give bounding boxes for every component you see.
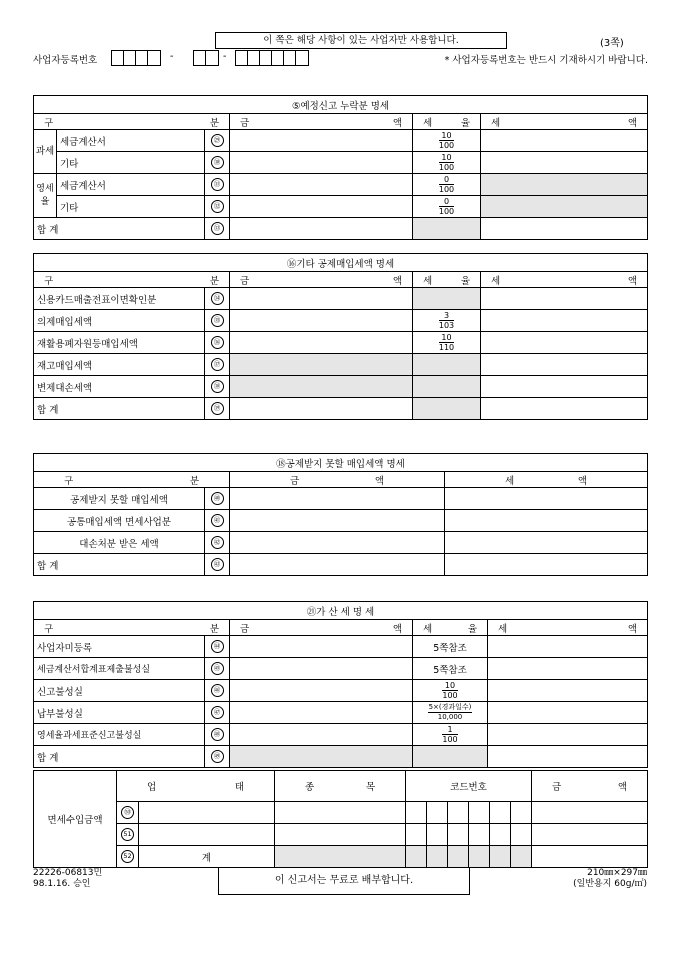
biz-reg-row [33, 50, 648, 68]
business-type-cell[interactable] [139, 824, 275, 846]
tax-cell[interactable] [481, 288, 648, 310]
row-number: ㉙ [211, 134, 224, 147]
form-code [33, 868, 102, 890]
amount-cell[interactable] [532, 802, 648, 824]
taxfree-income-table: 면세수입금액 업 태 종 목 코드번호 금 액 ㊿ 51 52 계 [33, 770, 648, 868]
row-label: 사업자미등록 [34, 636, 205, 658]
row-number: ㊵ [211, 492, 224, 505]
row-number: ㊸ [211, 558, 224, 571]
row-number: ㊻ [211, 684, 224, 697]
amount-cell[interactable] [230, 398, 413, 420]
amount-cell[interactable] [230, 532, 445, 554]
amount-cell[interactable] [532, 824, 648, 846]
row-number: ㉛ [211, 178, 224, 191]
sec2-title: ⑯기타 공제매입세액 명세 [34, 254, 648, 272]
amount-cell[interactable] [230, 702, 413, 724]
row-label: 공제받지 못할 매입세액 [34, 488, 205, 510]
row-number: ㉚ [211, 156, 224, 169]
biz-reg-note: * 사업자등록번호는 반드시 기재하시기 바랍니다. [444, 55, 648, 66]
dash-2: - [223, 51, 227, 62]
row-number: ㉝ [211, 222, 224, 235]
row-label: 변제대손세액 [34, 376, 205, 398]
total-label: 합 계 [34, 554, 205, 576]
tax-cell[interactable] [445, 554, 648, 576]
biz-reg-label: 사업자등록번호 [33, 55, 98, 66]
tax-cell[interactable] [445, 488, 648, 510]
amount-cell[interactable] [230, 332, 413, 354]
row-label: 신용카드매출전표이면확인분 [34, 288, 205, 310]
amount-cell[interactable] [230, 196, 413, 218]
amount-cell[interactable] [230, 488, 445, 510]
amount-cell[interactable] [230, 218, 413, 240]
tax-cell[interactable] [488, 658, 648, 680]
tax-cell-disabled [481, 174, 648, 196]
row-number: ㊶ [211, 514, 224, 527]
form-code-number: 22226-06813민 [33, 868, 103, 878]
tax-cell[interactable] [488, 724, 648, 746]
row-number: ㊺ [211, 662, 224, 675]
tax-cell[interactable] [481, 332, 648, 354]
amount-cell[interactable] [230, 636, 413, 658]
amount-cell[interactable] [230, 174, 413, 196]
row-label: 기타 [57, 196, 205, 218]
row-label: 영세율과세표준신고불성실 [34, 724, 205, 746]
total-label: 합 계 [34, 398, 205, 420]
amount-cell[interactable] [230, 680, 413, 702]
row-label: 납부불성실 [34, 702, 205, 724]
row-number: ㊳ [211, 380, 224, 393]
row-label: 세금계산서 [57, 174, 205, 196]
amount-cell[interactable] [532, 846, 648, 868]
tax-cell[interactable] [488, 636, 648, 658]
notice-box: 이 쪽은 해당 사항이 있는 사업자만 사용합니다. [215, 32, 507, 49]
biz-reg-field-3[interactable] [235, 50, 309, 66]
tax-cell[interactable] [481, 152, 648, 174]
row-number: ㊿ [121, 806, 134, 819]
row-label: 세금계산서 [57, 130, 205, 152]
tax-cell[interactable] [481, 376, 648, 398]
tax-cell-disabled [481, 196, 648, 218]
sec3-title: ⑱공제받지 못할 매입세액 명세 [34, 454, 648, 472]
row-label: 기타 [57, 152, 205, 174]
total-label: 계 [139, 846, 275, 868]
paper-spec [573, 868, 647, 890]
amount-cell[interactable] [230, 130, 413, 152]
row-number: ㉞ [211, 292, 224, 305]
tax-cell[interactable] [488, 746, 648, 768]
row-number: ㊲ [211, 358, 224, 371]
row-label: 재고매입세액 [34, 354, 205, 376]
free-distribution-box: 이 신고서는 무료로 배부합니다. [218, 867, 470, 895]
tax-cell[interactable] [481, 310, 648, 332]
taxfree-income-label: 면세수입금액 [34, 771, 117, 868]
item-cell[interactable] [275, 802, 406, 824]
amount-cell[interactable] [230, 510, 445, 532]
row-label: 의제매입세액 [34, 310, 205, 332]
penalty-tax-table: ㉑가 산 세 명 세 구 분 금 액 세 율 세 액 사업자미등록 ㊹ 5쪽참조 세금계산서합계표제출불성실 ㊺ 5쪽참조 신고불성실 ㊻ $\frac{10}{100}$ 납부불성실 ㊼ $\frac{\text{5×(경과일수)}}{10,000}$ 영세율과세표준신고불성실 ㊽ $\frac{1}{100}$ 합 계 ㊾ [33, 601, 648, 768]
amount-cell[interactable] [230, 288, 413, 310]
tax-cell[interactable] [445, 532, 648, 554]
row-number: ㊾ [211, 750, 224, 763]
row-label: 세금계산서합계표제출불성실 [34, 658, 205, 680]
rate-cell: 5쪽참조 [413, 658, 488, 680]
row-label: 신고불성실 [34, 680, 205, 702]
amount-cell[interactable] [230, 658, 413, 680]
row-number: ㉟ [211, 314, 224, 327]
group-taxable: 과세 [34, 130, 57, 174]
item-cell[interactable] [275, 824, 406, 846]
amount-cell[interactable] [230, 724, 413, 746]
row-number: ㊽ [211, 728, 224, 741]
row-label: 공통매입세액 면세사업분 [34, 510, 205, 532]
page-number: (3쪽) [600, 38, 624, 49]
business-type-cell[interactable] [139, 802, 275, 824]
tax-cell[interactable] [481, 354, 648, 376]
row-number: 52 [121, 850, 134, 863]
tax-cell[interactable] [445, 510, 648, 532]
group-zero-rate: 영세율 [34, 174, 57, 218]
tax-cell[interactable] [488, 680, 648, 702]
sec1-title: ⑤예정신고 누락분 명세 [34, 96, 648, 114]
total-label: 합 계 [34, 746, 205, 768]
dash-1: - [170, 51, 174, 62]
row-label: 대손처분 받은 세액 [34, 532, 205, 554]
amount-cell[interactable] [230, 554, 445, 576]
row-number: ㉜ [211, 200, 224, 213]
approval-date: 98.1.16. 승인 [33, 879, 91, 889]
code-header: 코드번호 [406, 771, 532, 802]
paper-type: (일반용지 60g/㎡) [573, 879, 647, 889]
other-deduction-table: ⑯기타 공제매입세액 명세 구 분 금 액 세 율 세 액 신용카드매출전표이면확인분 ㉞ 의제매입세액 ㉟ $\frac{3}{103}$ 재활용폐자원등매입세액 ㊱ $\frac{10}{110}$ 재고매입세액 ㊲ 변제대손세액 ㊳ 합 계 ㊴ [33, 253, 648, 420]
sec4-title: ㉑가 산 세 명 세 [34, 602, 648, 620]
row-number: 51 [121, 828, 134, 841]
biz-reg-field-1[interactable] [111, 50, 161, 66]
tax-cell[interactable] [481, 218, 648, 240]
row-label: 재활용폐자원등매입세액 [34, 332, 205, 354]
amount-cell[interactable] [230, 152, 413, 174]
rate-cell: 5쪽참조 [413, 636, 488, 658]
nondeductible-table: ⑱공제받지 못할 매입세액 명세 구 분 금 액 세 액 공제받지 못할 매입세액 ㊵ 공통매입세액 면세사업분 ㊶ 대손처분 받은 세액 ㊷ 합 계 ㊸ [33, 453, 648, 576]
biz-reg-field-2[interactable] [193, 50, 219, 66]
tax-cell[interactable] [481, 130, 648, 152]
row-number: ㊹ [211, 640, 224, 653]
row-number: ㊴ [211, 402, 224, 415]
tax-cell[interactable] [481, 398, 648, 420]
late-report-table: ⑤예정신고 누락분 명세 구 분 금 액 세 율 세 액 과세 세금계산서 ㉙ $\frac{10}{100}$ 기타 ㉚ $\frac{10}{100}$ 영세율 세금계산서 ㉛ $\frac{0}{100}$ 기타 ㉜ $\frac{0}{100}$ 합 계 ㉝ [33, 95, 648, 240]
total-label: 합 계 [34, 218, 205, 240]
tax-cell[interactable] [488, 702, 648, 724]
row-number: ㊱ [211, 336, 224, 349]
amount-cell[interactable] [230, 310, 413, 332]
row-number: ㊼ [211, 706, 224, 719]
paper-size: 210㎜×297㎜ [587, 868, 647, 878]
row-number: ㊷ [211, 536, 224, 549]
